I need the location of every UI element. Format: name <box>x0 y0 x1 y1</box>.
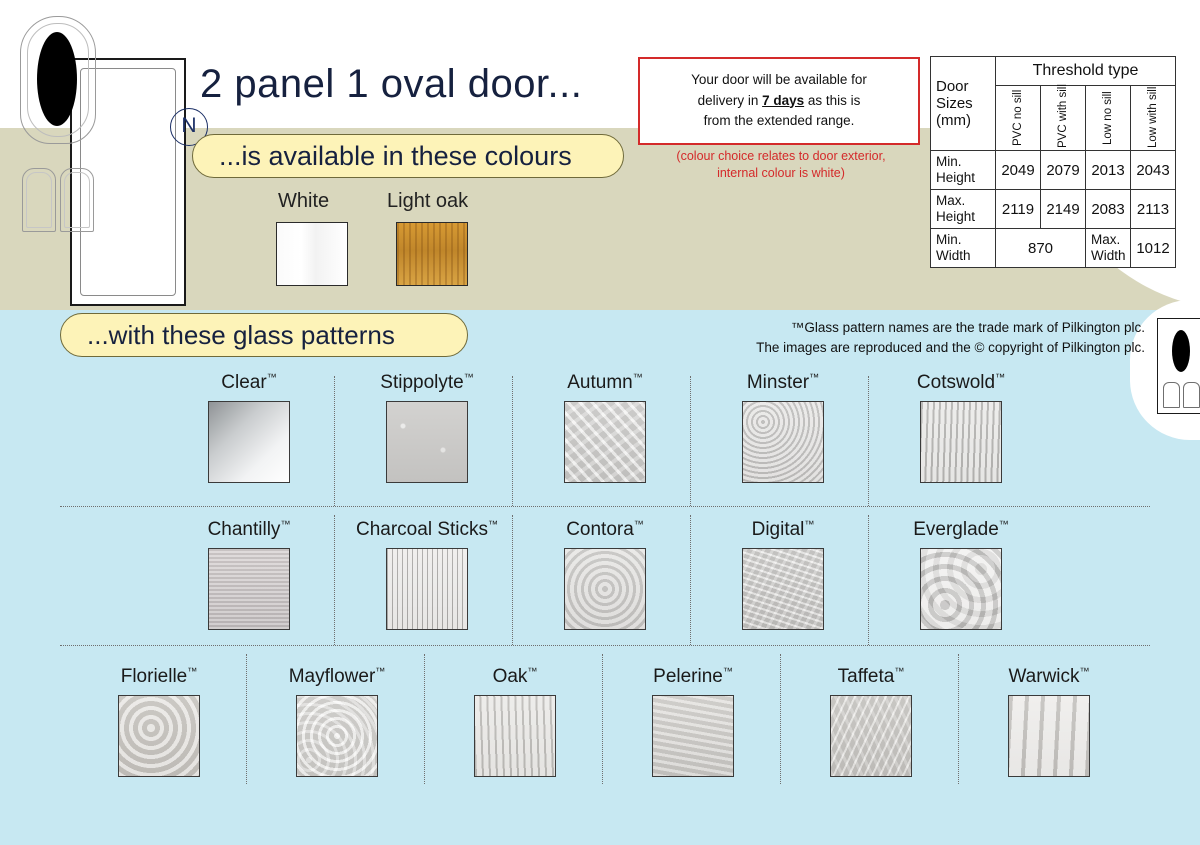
colour-label-white: White <box>278 190 330 212</box>
glass-item-charcoal-sticks[interactable] <box>338 519 516 657</box>
glass-tm-mayflower: ™ <box>375 666 386 678</box>
mini-door-panel-left-icon <box>1163 382 1180 408</box>
glass-name-digital: Digital™ <box>751 519 815 540</box>
delivery-info-box <box>638 57 920 145</box>
glass-tm-autumn: ™ <box>632 372 643 384</box>
glass-swatch-stippolyte[interactable] <box>386 401 468 483</box>
th-col-0-l1: PVC <box>1011 122 1024 147</box>
max-width-label-l2: Width <box>1091 248 1126 263</box>
glass-heading-label: ...with these glass patterns <box>87 319 395 350</box>
max-width-label-l1: Max. <box>1091 232 1121 248</box>
glass-swatch-cotswold[interactable] <box>920 401 1002 483</box>
glass-tm-clear: ™ <box>266 372 277 384</box>
glass-name-chantilly: Chantilly™ <box>207 519 291 540</box>
mini-door-panel-right-icon <box>1183 382 1200 408</box>
corner-line-3: (mm) <box>936 112 971 130</box>
glass-swatch-mayflower[interactable] <box>296 695 378 777</box>
glass-tm-everglade: ™ <box>998 519 1009 531</box>
glass-item-cotswold[interactable] <box>872 372 1050 510</box>
table-corner-label <box>931 57 996 151</box>
trademark-note <box>735 318 1145 359</box>
glass-heading-pill <box>60 313 468 357</box>
delivery-line-2-post: as this is <box>804 92 861 108</box>
th-col-2-l2: no sill <box>1101 91 1114 121</box>
delivery-line-2-pre: delivery in <box>697 92 763 108</box>
glass-name-stippolyte: Stippolyte™ <box>380 372 474 393</box>
glass-swatch-charcoal-sticks[interactable] <box>386 548 468 630</box>
min-height-label-l2: Height <box>936 170 976 185</box>
corner-line-1: Door <box>936 77 969 95</box>
colour-choice-note <box>636 148 926 182</box>
glass-row-3 <box>60 666 1150 806</box>
glass-name-taffeta: Taffeta™ <box>837 666 905 687</box>
glass-tm-minster: ™ <box>809 372 820 384</box>
glass-tm-warwick: ™ <box>1079 666 1090 678</box>
colour-label-light-oak: Light oak <box>387 190 469 212</box>
colours-heading-label: ...is available in these colours <box>219 140 572 171</box>
colour-swatch-light-oak[interactable] <box>396 222 468 286</box>
glass-swatch-pelerine[interactable] <box>652 695 734 777</box>
glass-tm-chantilly: ™ <box>280 519 291 531</box>
delivery-line-3: from the extended range. <box>703 113 855 129</box>
threshold-col-low-no-sill <box>1086 86 1131 151</box>
mini-door-oval-glass-icon <box>1172 330 1190 372</box>
glass-swatch-contora[interactable] <box>564 548 646 630</box>
glass-name-minster: Minster™ <box>746 372 820 393</box>
max-height-pvc-no-sill: 2119 <box>996 190 1041 229</box>
glass-swatch-clear[interactable] <box>208 401 290 483</box>
corner-line-2: Sizes <box>936 94 973 112</box>
door-sizes-table <box>930 56 1176 268</box>
glass-item-digital[interactable] <box>694 519 872 657</box>
glass-tm-cotswold: ™ <box>995 372 1006 384</box>
glass-name-everglade: Everglade™ <box>913 519 1009 540</box>
max-height-low-no-sill: 2083 <box>1086 190 1131 229</box>
glass-name-autumn: Autumn™ <box>567 372 643 393</box>
glass-name-pelerine: Pelerine™ <box>653 666 733 687</box>
th-col-1-l1: PVC <box>1056 124 1069 148</box>
glass-name-oak: Oak™ <box>492 666 538 687</box>
glass-item-minster[interactable] <box>694 372 872 510</box>
threshold-col-pvc-no-sill <box>996 86 1041 151</box>
glass-swatch-digital[interactable] <box>742 548 824 630</box>
colour-note-line-1: (colour choice relates to door exterior, <box>676 149 886 163</box>
door-panel-right-inner <box>64 172 90 228</box>
glass-tm-charcoal-sticks: ™ <box>488 519 498 531</box>
glass-name-charcoal-sticks: Charcoal Sticks™ <box>356 519 498 540</box>
glass-tm-florielle: ™ <box>187 666 198 678</box>
glass-name-warwick: Warwick™ <box>1008 666 1090 687</box>
max-width-value: 1012 <box>1131 229 1176 268</box>
page-title: 2 panel 1 oval door... <box>200 62 583 106</box>
glass-name-mayflower: Mayflower™ <box>288 666 386 687</box>
min-height-pvc-no-sill: 2049 <box>996 151 1041 190</box>
min-height-label-l1: Min. <box>936 154 962 170</box>
max-height-label-l2: Height <box>936 209 976 224</box>
glass-swatch-autumn[interactable] <box>564 401 646 483</box>
glass-swatch-warwick[interactable] <box>1008 695 1090 777</box>
th-col-0-l2: no sill <box>1011 89 1024 120</box>
threshold-col-low-with-sill <box>1131 86 1176 151</box>
glass-item-taffeta[interactable] <box>782 666 960 806</box>
trademark-note-line-1: ™Glass pattern names are the trade mark of Pilkington plc. <box>790 320 1145 335</box>
min-height-low-no-sill: 2013 <box>1086 151 1131 190</box>
min-width-label <box>931 229 996 268</box>
new-badge-icon: N <box>170 108 208 146</box>
door-oval-glass <box>37 32 77 126</box>
min-width-label-l1: Min. <box>936 232 962 248</box>
glass-row-2 <box>60 519 1150 657</box>
max-height-label <box>931 190 996 229</box>
table-header-row <box>931 57 1176 86</box>
glass-swatch-everglade[interactable] <box>920 548 1002 630</box>
glass-item-contora[interactable] <box>516 519 694 657</box>
glass-tm-contora: ™ <box>633 519 644 531</box>
th-col-3-l1: Low <box>1146 126 1159 148</box>
glass-swatch-oak[interactable] <box>474 695 556 777</box>
colour-note-line-2: internal colour is white) <box>717 165 845 180</box>
glass-swatch-minster[interactable] <box>742 401 824 483</box>
glass-item-chantilly[interactable] <box>160 519 338 657</box>
glass-name-florielle: Florielle™ <box>120 666 198 687</box>
colours-heading-pill <box>192 134 624 178</box>
glass-item-pelerine[interactable] <box>604 666 782 806</box>
max-height-pvc-with-sill: 2149 <box>1041 190 1086 229</box>
table-row <box>931 151 1176 190</box>
table-width-row <box>931 229 1176 268</box>
max-width-label <box>1086 229 1131 268</box>
threshold-type-header: Threshold type <box>996 57 1176 86</box>
glass-item-oak[interactable] <box>426 666 604 806</box>
th-col-3-l2: with sill <box>1146 86 1159 124</box>
delivery-days: 7 days <box>762 92 805 108</box>
min-width-value: 870 <box>996 229 1086 268</box>
glass-item-warwick[interactable] <box>960 666 1138 806</box>
glass-name-contora: Contora™ <box>566 519 644 540</box>
trademark-note-line-2: The images are reproduced and the © copyright of Pilkington plc. <box>756 340 1145 356</box>
glass-swatch-florielle[interactable] <box>118 695 200 777</box>
threshold-col-pvc-with-sill <box>1041 86 1086 151</box>
glass-swatch-taffeta[interactable] <box>830 695 912 777</box>
min-height-pvc-with-sill: 2079 <box>1041 151 1086 190</box>
th-col-1-l2: with sill <box>1056 84 1069 122</box>
max-height-low-with-sill: 2113 <box>1131 190 1176 229</box>
glass-tm-digital: ™ <box>804 519 815 531</box>
glass-swatch-chantilly[interactable] <box>208 548 290 630</box>
glass-tm-pelerine: ™ <box>722 666 733 678</box>
delivery-line-1: Your door will be available for <box>691 71 867 87</box>
glass-tm-oak: ™ <box>527 666 538 678</box>
th-col-2-l1: Low <box>1101 123 1114 145</box>
glass-item-everglade[interactable] <box>872 519 1050 657</box>
glass-item-mayflower[interactable] <box>248 666 426 806</box>
glass-name-clear: Clear™ <box>221 372 277 393</box>
min-height-low-with-sill: 2043 <box>1131 151 1176 190</box>
glass-name-cotswold: Cotswold™ <box>916 372 1006 393</box>
min-height-label <box>931 151 996 190</box>
glass-item-florielle[interactable] <box>70 666 248 806</box>
glass-row-1 <box>60 372 1150 510</box>
min-width-label-l2: Width <box>936 248 971 263</box>
max-height-label-l1: Max. <box>936 193 966 209</box>
door-panel-left-inner <box>26 172 52 228</box>
glass-patterns-grid <box>60 372 1150 806</box>
glass-item-autumn[interactable] <box>516 372 694 510</box>
glass-tm-stippolyte: ™ <box>463 372 474 384</box>
table-row <box>931 190 1176 229</box>
glass-item-stippolyte[interactable] <box>338 372 516 510</box>
glass-tm-taffeta: ™ <box>894 666 905 678</box>
glass-item-clear[interactable] <box>160 372 338 510</box>
colour-swatch-white[interactable] <box>276 222 348 286</box>
